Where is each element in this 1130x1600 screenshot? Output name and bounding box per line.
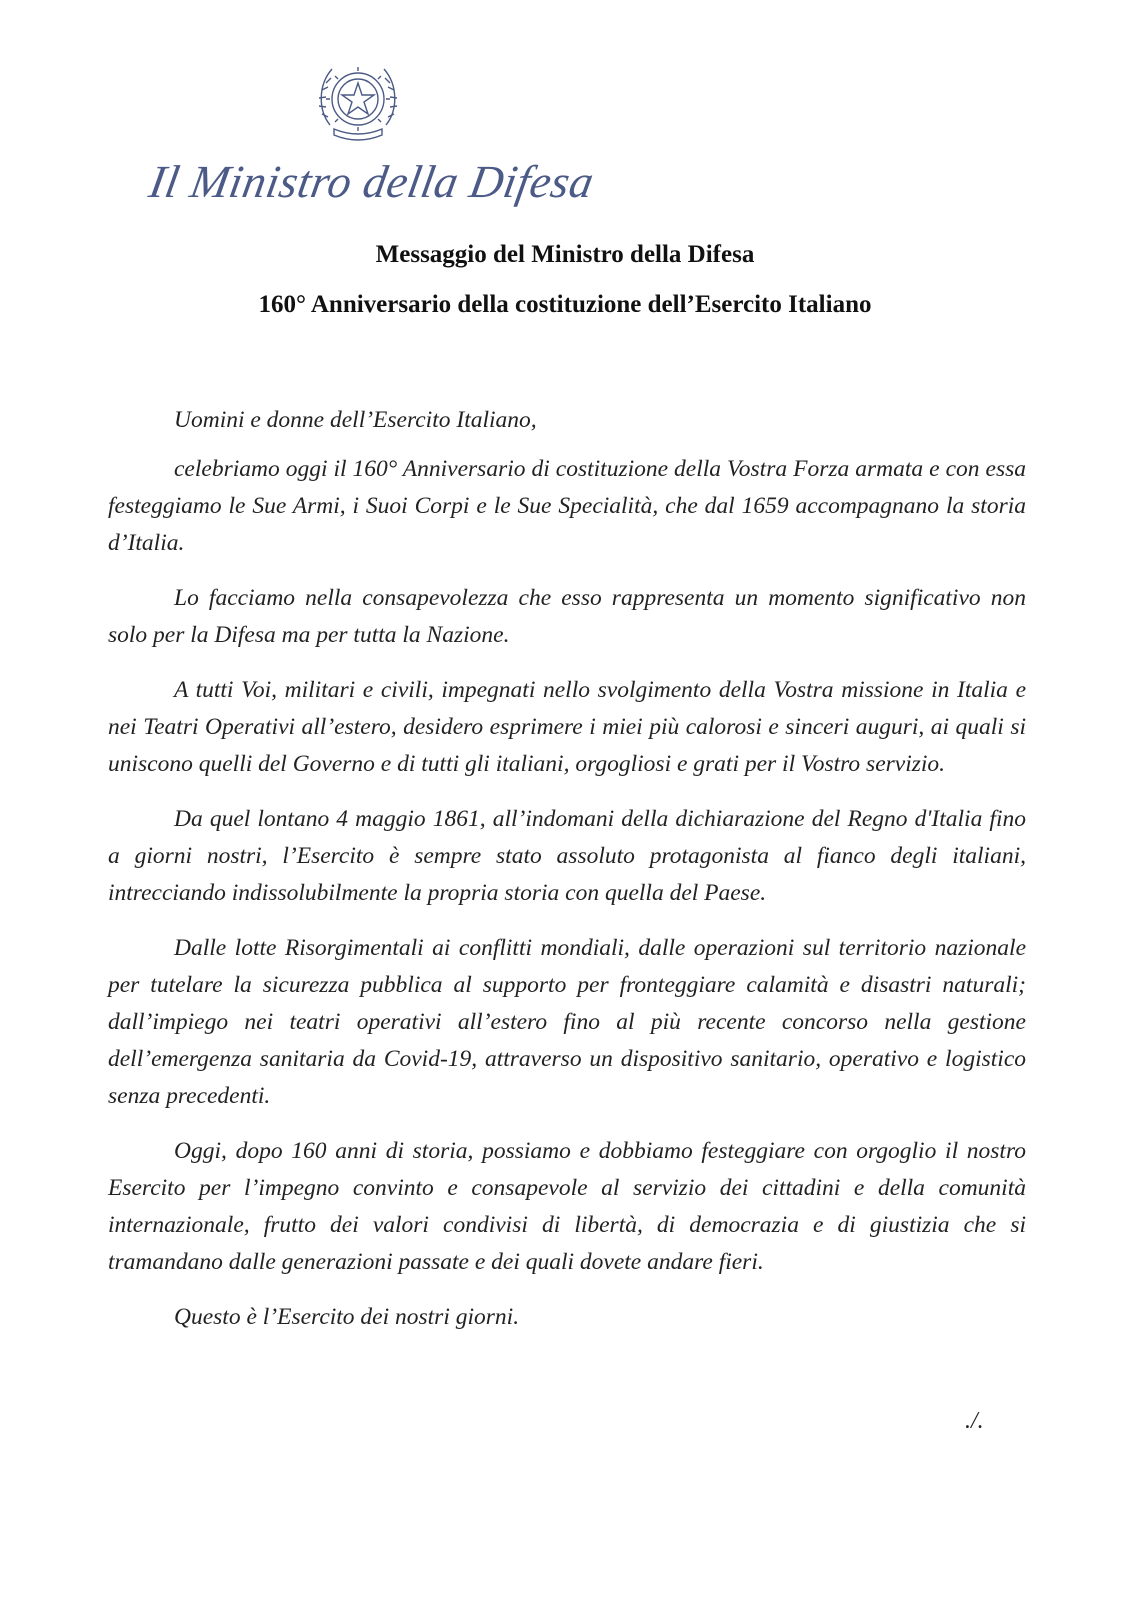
italian-republic-emblem-icon bbox=[310, 55, 406, 147]
salutation: Uomini e donne dell’Esercito Italiano, bbox=[174, 407, 537, 433]
paragraph-4: Da quel lontano 4 maggio 1861, all’indomani della dichiarazione del Regno d'Italia fino a giorni nostri, l’Esercito è sempre stato assoluto protagonista al fianco degli italiani, intrecciando indissolubilmente la propria storia con quella del Paese. bbox=[108, 806, 1026, 906]
continuation-mark: ./. bbox=[965, 1408, 984, 1434]
ministry-script-heading: Il Ministro della Difesa bbox=[145, 156, 598, 207]
paragraph-1: celebriamo oggi il 160° Anniversario di costituzione della Vostra Forza armata e con essa festeggiamo le Sue Armi, i Suoi Corpi e le Sue Specialità, che dal 1659 accompagnano la storia d’Italia. bbox=[108, 456, 1026, 556]
title-line-2: 160° Anniversario della costituzione dell’Esercito Italiano bbox=[258, 291, 872, 318]
letter-body bbox=[108, 402, 1026, 1336]
closing-line: Questo è l’Esercito dei nostri giorni. bbox=[174, 1304, 520, 1330]
paragraph-2: Lo facciamo nella consapevolezza che esso rappresenta un momento significativo non solo per la Difesa ma per tutta la Nazione. bbox=[108, 585, 1026, 648]
letterhead bbox=[145, 55, 598, 215]
title-line-1: Messaggio del Ministro della Difesa bbox=[375, 241, 755, 268]
paragraph-6: Oggi, dopo 160 anni di storia, possiamo e dobbiamo festeggiare con orgoglio il nostro Esercito per l’impegno convinto e consapevole al servizio dei cittadini e della comunità internazionale, frutto dei valori condivisi di libertà, di democrazia e di giustizia che si tramandano dalle generazioni passate e dei quali dovete andare fieri. bbox=[108, 1138, 1026, 1275]
paragraph-5: Dalle lotte Risorgimentali ai conflitti mondiali, dalle operazioni sul territorio nazionale per tutelare la sicurezza pubblica al supporto per fronteggiare calamità e disastri naturali; dall’impiego nei teatri operativi all’estero fino al più recente concorso nella gestione dell’emergenza sanitaria da Covid-19, attraverso un dispositivo sanitario, operativo e logistico senza precedenti. bbox=[108, 935, 1026, 1109]
title-block bbox=[0, 240, 1130, 340]
paragraph-3: A tutti Voi, militari e civili, impegnati nello svolgimento della Vostra missione in Italia e nei Teatri Operativi all’estero, desidero esprimere i miei più calorosi e sinceri auguri, ai quali si uniscono quelli del Governo e di tutti gli italiani, orgogliosi e grati per il Vostro servizio. bbox=[108, 677, 1026, 777]
